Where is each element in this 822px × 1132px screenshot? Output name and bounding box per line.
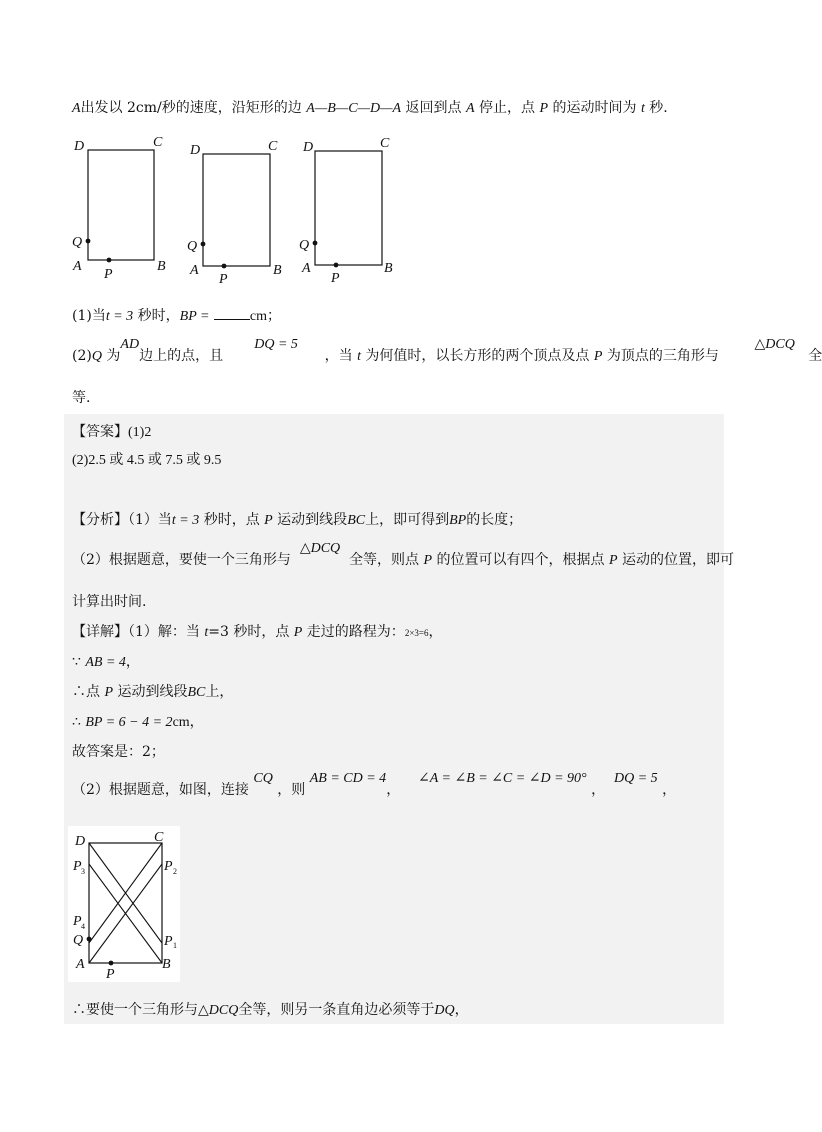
svg-text:1: 1 xyxy=(173,941,177,950)
fig3-label-a: A xyxy=(302,261,311,276)
fig3-label-p: P xyxy=(331,271,340,286)
answer-line-1: 【答案】(1)2 xyxy=(72,424,152,440)
fig1-label-b: B xyxy=(157,259,166,274)
question-1: (1)当t = 3 秒时，BP = cm； xyxy=(72,305,281,327)
fig4-label-p4: P xyxy=(73,914,82,929)
fig3-label-q: Q xyxy=(299,238,310,253)
svg-text:2: 2 xyxy=(173,867,177,876)
question-2: (2)Q 为AD边上的点，且 DQ = 5 ，当 t 为何值时，以长方形的两个顶点及点 P 为顶点的三角形与 △DCQ 全 xyxy=(72,337,822,364)
detail-line-4: ∴ BP = 6 − 4 = 2cm， xyxy=(72,714,204,730)
fig4-label-p2: P xyxy=(164,859,173,874)
intro-point-a: A xyxy=(72,101,81,116)
detail-line-6: （2）根据题意，如图，连接 CQ ，则 AB = CD = 4， ∠A = ∠B = ∠C = ∠D = 90° ， DQ = 5 ， xyxy=(72,771,677,798)
fig3-label-d: D xyxy=(303,140,314,155)
fig3-label-b: B xyxy=(384,261,393,276)
fig4-label-p: P xyxy=(106,967,115,982)
detail-line-3: ∴点 P 运动到线段BC上， xyxy=(72,684,234,700)
answer-blank xyxy=(214,305,250,320)
fig2-label-b: B xyxy=(273,263,282,278)
fig1-label-d: D xyxy=(74,139,85,154)
fig4-label-d: D xyxy=(75,834,86,849)
fig2-label-p: P xyxy=(219,272,228,287)
figure-1 xyxy=(72,135,166,282)
fig1-label-p: P xyxy=(104,267,113,282)
fig2-label-a: A xyxy=(190,263,199,278)
question-2-cont: 等. xyxy=(72,390,91,406)
fig4-label-b: B xyxy=(162,957,171,972)
solution-figure xyxy=(68,826,180,982)
rectangle-figures xyxy=(64,130,404,286)
fig2-label-q: Q xyxy=(187,239,198,254)
svg-text:4: 4 xyxy=(81,922,85,931)
figure-2 xyxy=(187,139,282,287)
intro-line: A出发以 2cm/秒的速度，沿矩形的边 A—B—C—D—A 返回到点 A 停止，点 P 的运动时间为 t 秒. xyxy=(72,100,668,116)
svg-text:3: 3 xyxy=(81,867,85,876)
fig2-label-d: D xyxy=(190,143,201,158)
analysis-line-2: （2）根据题意，要使一个三角形与 △DCQ 全等，则点 P 的位置可以有四个，根据点 P 运动的位置，即可 xyxy=(72,541,734,568)
fig1-label-a: A xyxy=(73,259,82,274)
figure-3 xyxy=(299,136,393,286)
detail-line-7: ∴要使一个三角形与△DCQ全等，则另一条直角边必须等于DQ， xyxy=(72,1002,469,1018)
fig1-label-q: Q xyxy=(72,235,83,250)
fig3-label-c: C xyxy=(380,136,390,151)
fig1-label-c: C xyxy=(153,135,163,150)
fig4-label-a: A xyxy=(76,957,85,972)
analysis-line-1: 【分析】（1）当t = 3 秒时，点 P 运动到线段BC上，即可得到BP的长度； xyxy=(72,512,523,528)
fig4-label-p1: P xyxy=(164,934,173,949)
fig2-label-c: C xyxy=(268,139,278,154)
fig4-label-c: C xyxy=(154,830,164,845)
fig4-label-q: Q xyxy=(73,933,84,948)
analysis-line-3: 计算出时间. xyxy=(72,594,147,610)
detail-line-5: 故答案是：2； xyxy=(72,744,165,760)
answer-line-2: (2)2.5 或 4.5 或 7.5 或 9.5 xyxy=(72,453,222,468)
detail-line-2: ∵ AB = 4， xyxy=(72,654,140,670)
fig4-label-p3: P xyxy=(73,859,82,874)
detail-line-1: 【详解】（1）解：当 t=3 秒时，点 P 走过的路程为：2×3=6， xyxy=(72,624,443,640)
